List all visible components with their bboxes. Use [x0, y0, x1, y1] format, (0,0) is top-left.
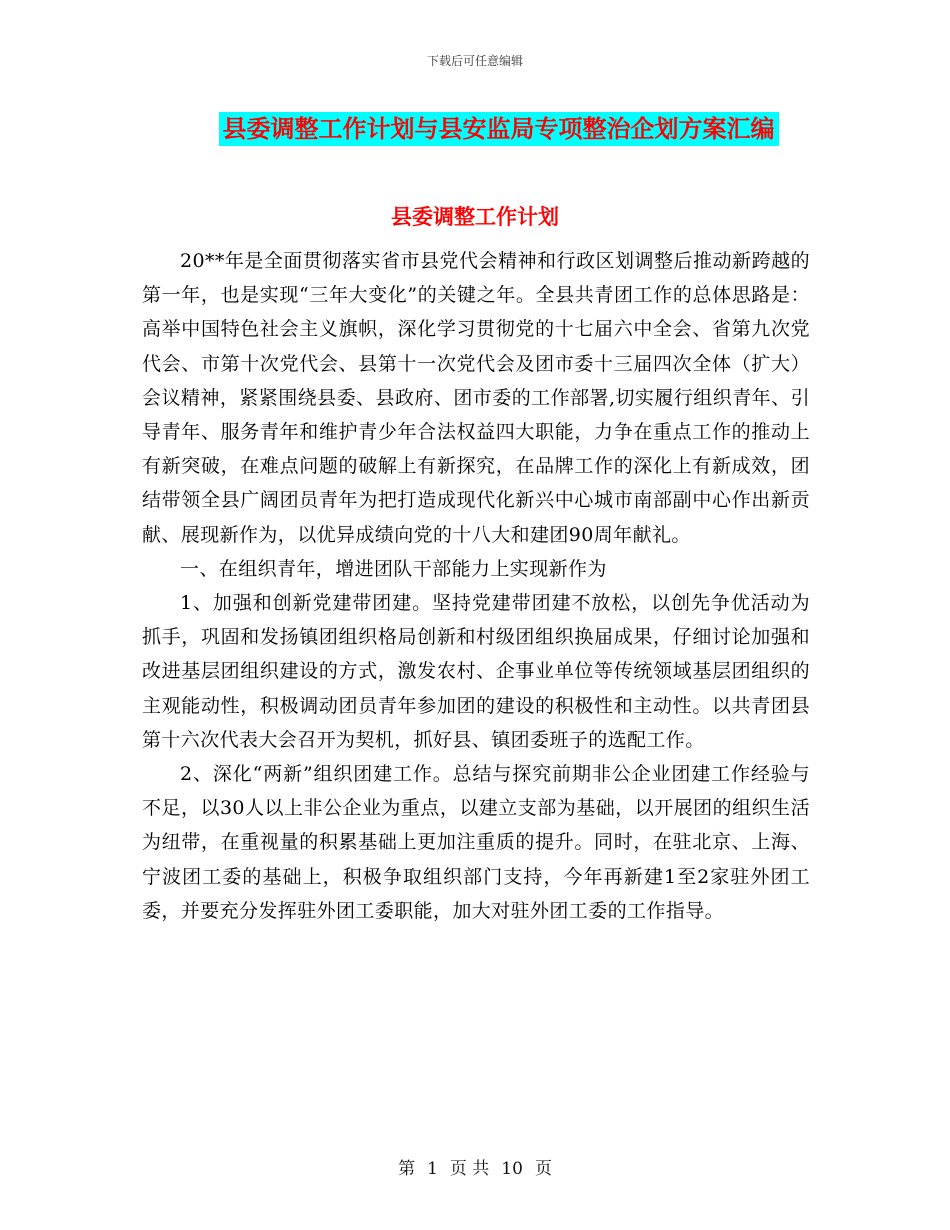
footer-page-prefix: 第 — [398, 1159, 416, 1179]
paragraph-item-2: 2、深化“两新”组织团建工作。总结与探究前期非公企业团建工作经验与不足，以30人以上非公企业为重点，以建立支部为基础，以开展团的组织生活为纽带，在重视量的积累基础上更加注重质的提升。同时，在驻北京、上海、宁波团工委的基础上，积极争取组织部门支持，今年再新建1至2家驻外团工委，并要充分发挥驻外团工委职能，加大对驻外团工委的工作指导。 — [142, 763, 810, 922]
paragraph-section-heading: 一、在组织青年，增进团队干部能力上实现新作为 — [180, 557, 607, 580]
footer-page-suffix: 页 — [534, 1159, 552, 1179]
paragraph-item-1: 1、加强和创新党建带团建。坚持党建带团建不放松，以创先争优活动为抓手，巩固和发扬镇团组织格局创新和村级团组织换届成果，仔细讨论加强和改进基层团组织建设的方式，激发农村、企事业单位等传统领域基层团组织的主观能动性，积极调动团员青年参加团的建设的积极性和主动性。以共青团县第十六次代表大会召开为契机，抓好县、镇团委班子的选配工作。 — [142, 592, 810, 751]
document-main-title: 县委调整工作计划与县安监局专项整治企划方案汇编 — [219, 112, 779, 146]
footer-page-total: 10 — [501, 1159, 523, 1179]
main-title-wrap — [0, 112, 950, 146]
page-footer — [0, 1154, 950, 1179]
footer-page-number: 1 — [427, 1159, 438, 1179]
paragraph-intro: 20**年是全面贯彻落实省市县党代会精神和行政区划调整后推动新跨越的第一年，也是实现“三年大变化”的关键之年。全县共青团工作的总体思路是：高举中国特色社会主义旗帜，深化学习贯彻党的十七届六中全会、省第九次党代会、市第十次党代会、县第十一次党代会及团市委十三届四次全体（扩大）会议精神，紧紧围绕县委、县政府、团市委的工作部署,切实履行组织青年、引导青年、服务青年和维护青少年合法权益四大职能，力争在重点工作的推动上有新突破，在难点问题的破解上有新探究，在品牌工作的深化上有新成效，团结带领全县广阔团员青年为把打造成现代化新兴中心城市南部副中心作出新贡献、展现新作为，以优异成绩向党的十八大和建团90周年献礼。 — [142, 250, 810, 546]
header-note: 下载后可任意编辑 — [426, 54, 523, 68]
document-sub-title: 县委调整工作计划 — [391, 205, 559, 229]
footer-page-mid: 页 共 — [449, 1159, 490, 1179]
document-body — [142, 244, 810, 928]
